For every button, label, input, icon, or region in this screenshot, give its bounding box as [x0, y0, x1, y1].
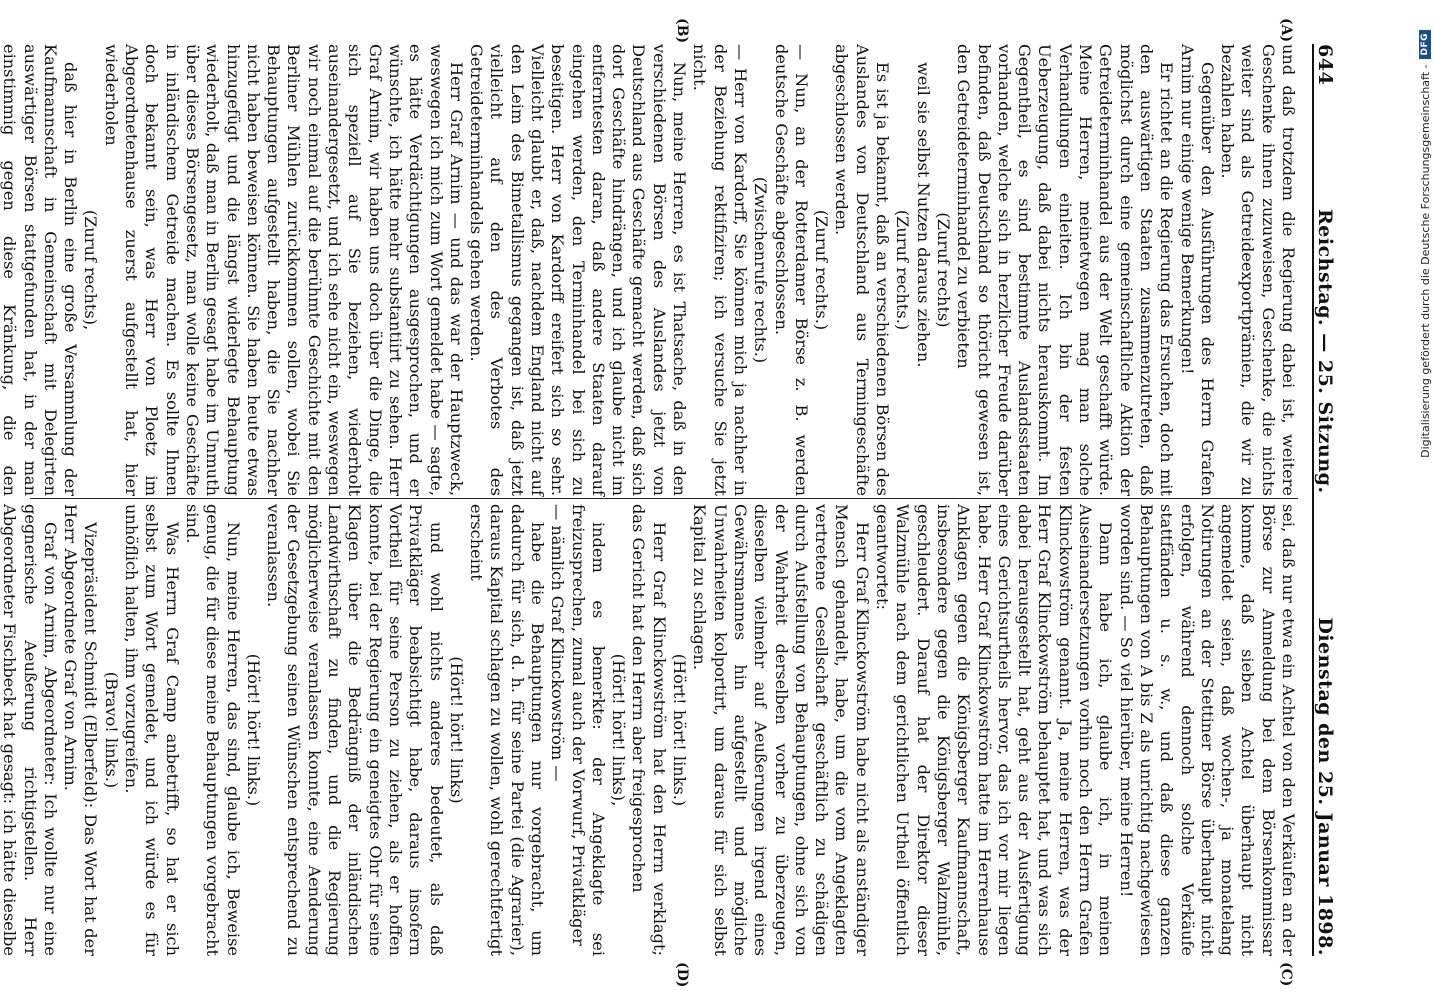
paragraph: Gegenüber den Ausführungen des Herrn Grafen Arnim nur einige wenige Bemerkungen! — [1177, 44, 1217, 496]
right-text-column — [0, 504, 1298, 956]
margin-marker-d: (D) — [674, 962, 690, 988]
paragraph: sei, daß nur etwa ein Achtel von den Verkäufen an der Börse zur Anmeldung bei dem Börsenkommissar komme, daß sieben Achtel überhaupt nicht angemeldet seien, daß wochen-, ja monatelang Notirungen an der Stettiner Börse überhaupt nicht erfolgen, während dennoch solche Verkäufe stattfänden u. s. w., und daß diese ganzen Behauptungen von A bis Z als unrichtig nachgewiesen worden sind. — So viel hierüber, meine Herren! — [1116, 504, 1298, 956]
paragraph: — Nun, an der Rotterdamer Börse z. B. werden deutsche Geschäfte abgeschlossen. — [771, 44, 811, 496]
paragraph: indem es bemerkte: der Angeklagte sei freizusprechen, zumal auch der Vorwurf, Privatkläger — [568, 504, 608, 956]
paragraph: und daß trotzdem die Regierung dabei ist, weitere Geschenke ihnen zuzuweisen, Geschenke, die nichts weiter sind als Getreideexportprämien, die wir zu bezahlen haben. — [1218, 44, 1298, 496]
margin-marker-b: (B) — [674, 18, 690, 44]
paragraph: — Herr von Kardorff, Sie können mich ja nachher in der Beziehung rektifiziren; ich versuche Sie jetzt nicht. — [690, 44, 750, 496]
dfg-logo-icon: DFG — [1419, 30, 1431, 59]
paragraph: Es ist ja bekannt, daß an verschiedenen Börsen des Auslandes von Deutschland aus Termingeschäfte abgeschlossen werden. — [832, 44, 893, 496]
paragraph: (Zwischenrufe rechts.) — [751, 176, 771, 364]
margin-marker-c: (C) — [1278, 962, 1294, 987]
paragraph: Herr Graf Klinckowström hat den Herrn verklagt; das Gericht hat den Herrn aber freigesprochen — [629, 504, 669, 956]
paragraph: Er richtet an die Regierung das Ersuchen, doch mit den auswärtigen Staaten zusammenzutreten, daß möglichst durch eine gemeinschaftliche Aktion der Getreideterminhandel aus der Welt geschafft würde. Meine Herren, meinetwegen mag man solche Verhandlungen einleiten. Ich bin der festen Ueberzeugung, daß dabei nichts herauskommt. Im Gegentheil, es sind bestimmte Auslandsstaaten vorhanden, welche sich in herzlicher Freude darüber befinden, daß Deutschland so thöricht gewesen ist, den Getreideterminhandel zu verbieten — [954, 44, 1177, 496]
paragraph: (Zuruf rechts.) — [812, 209, 832, 331]
paragraph: (Zuruf rechts), — [81, 209, 101, 331]
paragraph: (Hört! hört! links) — [446, 656, 466, 804]
paragraph: Nun, meine Herren, das sind, glaube ich, Beweise genug, die für diese meine Behauptungen vorgebracht sind. — [182, 504, 243, 956]
paragraph: (Bravo! links.) — [101, 671, 121, 789]
paragraph: weil sie selbst Nutzen daraus ziehen. — [913, 62, 933, 368]
paragraph: Vizepräsident Schmidt (Elberfeld): Das Wort hat der Herr Abgeordnete Graf von Arnim. — [61, 504, 101, 956]
paragraph: — nämlich Graf Klinckowström — — [548, 504, 568, 782]
session-title: Reichstag. — 25. Sitzung. — [1314, 208, 1336, 494]
paragraph: Dann habe ich, glaube ich, in meinen Auseinandersetzungen vorhin noch den Herrn Grafen Klinckowström genannt. Ja, meine Herren, was der Herr Graf Klinckowström behauptet hat, und was sich dabei herausgestellt hat, geht aus der Ausfertigung eines Gerichtsurtheils hervor, das ich vor mir liegen habe. Herr Graf Klinckowström hatte im Herrenhause Anklagen gegen die Königsberger Kaufmannschaft, insbesondere gegen die Königsberger Walzmühle, geschleudert. Darauf hat der Direktor dieser Walzmühle nach dem gerichtlichen Urtheil öffentlich geantwortet: — [873, 504, 1116, 956]
paragraph: (Zuruf rechts) — [933, 212, 953, 328]
page-number: 644 — [1314, 44, 1336, 86]
paragraph: daß hier in Berlin eine große Versammlung der Kaufmannschaft in Gemeinschaft mit Delegirten auswärtiger Börsen stattgefunden hat, in der man einstimmig gegen diese Kränkung, die den — [0, 44, 81, 496]
paragraph: (Zuruf rechts.) — [893, 209, 913, 331]
paragraph: Herr Graf Arnim — und das war der Hauptzweck, weswegen ich mich zum Wort gemeldet habe — sagte, es hätte Verdächtigungen ausgesprochen, und er wünschte, ich hätte mehr substantiirt zu sehen. Herr Graf Arnim, wir haben uns doch über die Dinge, die sich speziell auf Sie beziehen, wiederholt auseinandergesetzt, und ich sehe nicht ein, weswegen wir noch einmal auf die berühmte Geschichte mit den Berliner Mühlen zurückkommen sollen, wobei Sie Behauptungen aufgestellt haben, die Sie nachher nicht haben beweisen können. Sie haben heute etwas hinzugefügt und die längst widerlegte Behauptung wiederholt, daß man in Berlin gesagt habe im Unmuth über dieses Börsengesetz, man wolle keine Geschäfte in inländischem Getreide machen. Es sollte Ihnen doch bekannt sein, was Herr von Ploetz im Abgeordnetenhause zuerst aufgestellt hat, hier wiederholen — [101, 44, 466, 496]
credit-text: Digitalisierung gefördert durch die Deutsche Forschungsgemeinschaft - — [1418, 64, 1432, 458]
paragraph: habe die Behauptungen nur vorgebracht, um dadurch für sich, d. h. für seine Partei (die Agrarier), daraus Kapital schlagen zu wollen, wohl gerechtfertigt erscheint — [467, 504, 548, 956]
margin-marker-a: (A) — [1278, 18, 1294, 43]
paragraph: Herr Graf Klinckowström habe nicht als anständiger Mensch gehandelt, habe, um die vom Angeklagten vertretene Gesellschaft geschäftlich zu schädigen durch Aufstellung von Behauptungen, ohne sich von der Wahrheit derselben vorher zu überzeugen, dieselben vielmehr auf Aeußerungen irgend eines Gewährsmannes hin aufgestellt und mögliche Unwahrheiten kolportirt, um daraus für sich selbst Kapital zu schlagen. — [690, 504, 872, 956]
paragraph: Nun, meine Herren, es ist Thatsache, daß in den verschiedenen Börsen des Auslandes jetzt von Deutschland aus Geschäfte gemacht werden, daß sich dort Geschäfte hindrängen, und ich glaube nicht im entferntesten daran, daß andere Staaten darauf eingehen werden, den Terminhandel bei sich zu beseitigen. Herr von Kardorff ereifert sich so sehr. Vielleicht glaubt er, daß, nachdem England nicht auf den Leim des Bimetallismus gegangen ist, daß jetzt vielleicht auf den des Verbotes des Getreideterminhandels gehen werden. — [467, 44, 690, 496]
paragraph: und wohl nichts anderes bedeutet, als daß Privatkläger beabsichtigt habe, daraus insofern Vortheil für seine Person zu ziehen, als er hoffen konnte, bei der Regierung ein geneigtes Ohr für seine Klagen über die Bedrängniß der inländischen Landwirthschaft zu finden, und die Regierung möglicherweise veranlassen konnte, eine Aenderung der Gesetzgebung seinen Wünschen entsprechend zu veranlassen. — [264, 504, 446, 956]
session-date: Dienstag den 25. Januar 1898. — [1314, 617, 1336, 956]
paragraph: (Hört! hört! links.) — [670, 653, 690, 807]
page-header — [1312, 44, 1340, 956]
paragraph: Was Herrn Graf Camp anbetrifft, so hat er sich selbst zum Wort gemeldet, und ich würde es für unhöflich halten, ihm vorzugreifen. — [122, 504, 182, 956]
digitization-credit — [1416, 30, 1434, 970]
left-text-column — [0, 44, 1298, 496]
paragraph: (Hört! hört! links.) — [243, 653, 263, 807]
column-divider — [30, 498, 1298, 499]
paragraph: (Hört! hört! links), — [609, 653, 629, 807]
paragraph: Graf von Arnim, Abgeordneter: Ich wollte nur eine gegnerische Aeußerung richtigstellen. Herr Abgeordneter Fischbeck hat gesagt: ich hätte dieselbe — [0, 504, 60, 956]
